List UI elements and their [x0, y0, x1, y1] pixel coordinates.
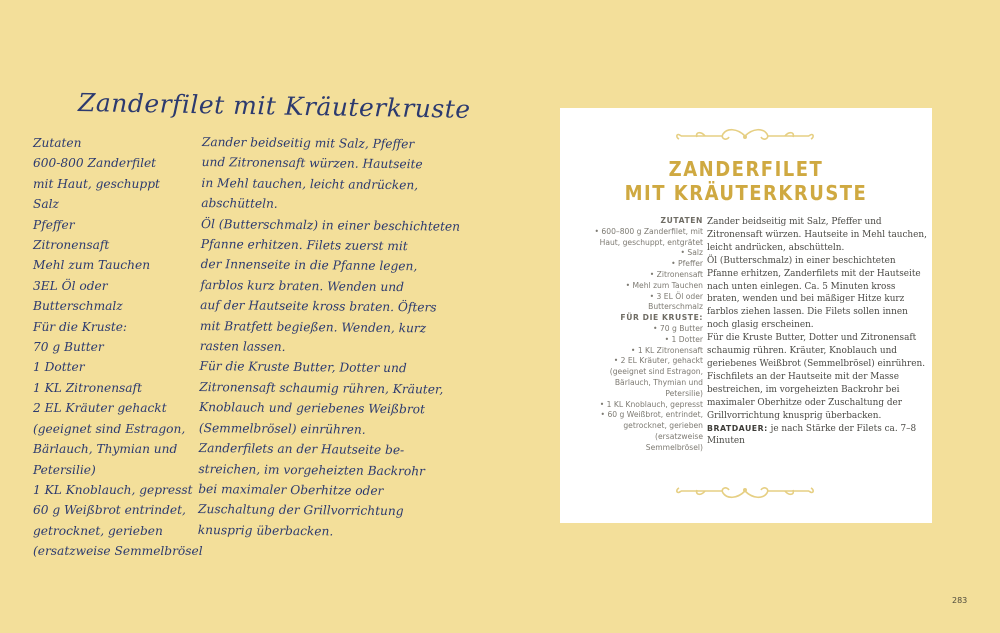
- handwritten-line: (geeignet sind Estragon,: [33, 421, 186, 436]
- handwritten-line: Salz: [33, 197, 59, 212]
- ingredient-item: Haut, geschuppt, entgrätet: [599, 237, 703, 247]
- crust-ingredient-item: (geeignet sind Estragon,: [609, 367, 703, 377]
- handwritten-line: Zitronensaft schaumig rühren, Kräuter,: [199, 379, 444, 397]
- handwritten-line: Pfeffer: [33, 217, 75, 232]
- handwritten-line: mit Haut, geschuppt: [33, 176, 160, 191]
- ingredient-item: • Zitronensaft: [649, 269, 703, 279]
- crust-ingredient-item: Semmelbrösel): [645, 442, 703, 452]
- handwritten-ingredients: [33, 133, 203, 562]
- handwritten-line: Zuschaltung der Grillvorrichtung: [197, 502, 404, 519]
- method-paragraph: Öl (Butterschmalz) in einer beschichteten Pfanne erhitzen, Zanderfilets mit der Hautseite nach unten einlegen. Ca. 5 Minuten kross braten, wenden und bei mäßiger Hitze kurz farblos ziehen lassen. Die Filets sollen innen noch glasig erscheinen.: [707, 255, 921, 331]
- handwritten-line: Petersilie): [33, 462, 96, 477]
- handwritten-line: mit Bratfett begießen. Wenden, kurz: [199, 318, 427, 336]
- handwritten-line: Bärlauch, Thymian und: [33, 442, 178, 457]
- handwritten-line: 1 Dotter: [33, 360, 85, 375]
- crust-ingredient-item: • 70 g Butter: [653, 323, 703, 333]
- ingredient-item: • Pfeffer: [671, 259, 703, 269]
- handwritten-line: 600-800 Zanderfilet: [33, 156, 157, 171]
- ingredients-heading: ZUTATEN: [660, 216, 703, 225]
- handwritten-line: Für die Kruste:: [33, 319, 128, 334]
- handwritten-line: Pfanne erhitzen. Filets zuerst mit: [200, 237, 408, 254]
- ingredient-item: • 600–800 g Zanderfilet, mit: [594, 226, 703, 236]
- crust-ingredient-item: (ersatzweise: [655, 431, 703, 441]
- crust-ingredient-item: • 60 g Weißbrot, entrindet,: [600, 410, 703, 420]
- top-ornament-icon: [675, 128, 815, 144]
- handwritten-line: Zitronensaft: [33, 238, 110, 253]
- card-title-line1: ZANDERFILET: [668, 157, 824, 181]
- handwritten-line: auf der Hautseite kross braten. Öfters: [200, 298, 437, 315]
- ingredient-item: • Salz: [680, 248, 703, 258]
- handwritten-line: Zutaten: [33, 136, 82, 150]
- handwritten-line: (ersatzweise Semmelbrösel: [33, 544, 203, 559]
- handwritten-line: und Zitronensaft würzen. Hautseite: [201, 155, 423, 172]
- handwritten-line: Für die Kruste Butter, Dotter und: [199, 359, 407, 376]
- method-paragraph: Für die Kruste Butter, Dotter und Zitronensaft schaumig rühren. Kräuter, Knoblauch und geriebenes Weißbrot (Semmelbrösel) einrühren.: [707, 333, 926, 369]
- page-number: 283: [952, 596, 968, 605]
- handwritten-line: 60 g Weißbrot entrindet,: [33, 503, 186, 518]
- handwritten-line: Zander beidseitig mit Salz, Pfeffer: [201, 134, 415, 152]
- recipe-card: [560, 108, 932, 523]
- crust-ingredient-item: • 1 KL Knoblauch, gepresst: [599, 399, 703, 409]
- bake-time: [707, 423, 929, 449]
- crust-ingredient-item: getrocknet, gerieben: [623, 421, 703, 431]
- handwritten-line: Öl (Butterschmalz) in einer beschichteten: [200, 216, 461, 234]
- handwritten-line: in Mehl tauchen, leicht andrücken,: [201, 175, 419, 193]
- handwritten-line: bei maximaler Oberhitze oder: [198, 481, 384, 498]
- crust-heading: FÜR DIE KRUSTE:: [620, 313, 703, 323]
- handwritten-line: rasten lassen.: [199, 339, 286, 354]
- bake-time-value: je nach Stärke der Filets ca. 7–8 Minuten: [707, 423, 917, 447]
- method-paragraph: Zander beidseitig mit Salz, Pfeffer und Zitronensaft würzen. Hautseite in Mehl tauchen, leicht andrücken, abschütteln.: [707, 217, 927, 253]
- handwritten-line: knusprig überbacken.: [197, 522, 334, 539]
- handwritten-line: getrocknet, gerieben: [33, 523, 163, 538]
- ingredient-item: • Mehl zum Tauchen: [625, 280, 703, 290]
- handwritten-line: abschütteln.: [201, 196, 278, 212]
- handwritten-line: Mehl zum Tauchen: [33, 258, 151, 273]
- handwritten-line: (Semmelbrösel) einrühren.: [198, 420, 366, 437]
- method-paragraph: Fischfilets an der Hautseite mit der Masse bestreichen, im vorgeheizten Backrohr bei maximaler Oberhitze oder Zuschaltung der Grillvorrichtung knusprig überbacken.: [707, 371, 903, 421]
- handwritten-line: streichen, im vorgeheizten Backrohr: [198, 461, 425, 478]
- crust-ingredient-item: • 1 Dotter: [664, 334, 703, 344]
- handwritten-line: der Innenseite in die Pfanne legen,: [200, 257, 418, 274]
- handwritten-line: 70 g Butter: [33, 340, 104, 355]
- bake-time-label: BRATDAUER:: [707, 423, 768, 433]
- ingredient-item: • 3 EL Öl oder: [649, 291, 703, 301]
- bottom-ornament-icon: [675, 483, 815, 499]
- handwritten-line: 2 EL Kräuter gehackt: [33, 401, 167, 416]
- ingredient-list: [563, 216, 703, 454]
- handwritten-line: Zanderfilets an der Hautseite be-: [198, 441, 405, 458]
- crust-ingredient-item: Bärlauch, Thymian und: [614, 377, 703, 387]
- handwritten-line: 1 KL Zitronensaft: [33, 380, 142, 395]
- crust-ingredient-item: • 1 KL Zitronensaft: [630, 345, 703, 355]
- handwritten-line: 1 KL Knoblauch, gepresst: [33, 482, 193, 497]
- ingredient-item: Butterschmalz: [648, 302, 703, 312]
- handwritten-title: Zanderfilet mit Kräuterkruste: [77, 88, 471, 124]
- handwritten-line: farblos kurz braten. Wenden und: [200, 277, 405, 294]
- method-text: [707, 216, 929, 448]
- card-title-line2: MIT KRÄUTERKRUSTE: [624, 181, 868, 205]
- crust-ingredient-item: Petersilie): [665, 388, 703, 398]
- handwritten-method: [198, 132, 461, 543]
- handwritten-line: Knoblauch und geriebenes Weißbrot: [199, 400, 426, 417]
- handwritten-line: 3EL Öl oder: [33, 278, 108, 293]
- handwritten-line: Butterschmalz: [33, 299, 123, 314]
- crust-ingredient-item: • 2 EL Kräuter, gehackt: [613, 356, 703, 366]
